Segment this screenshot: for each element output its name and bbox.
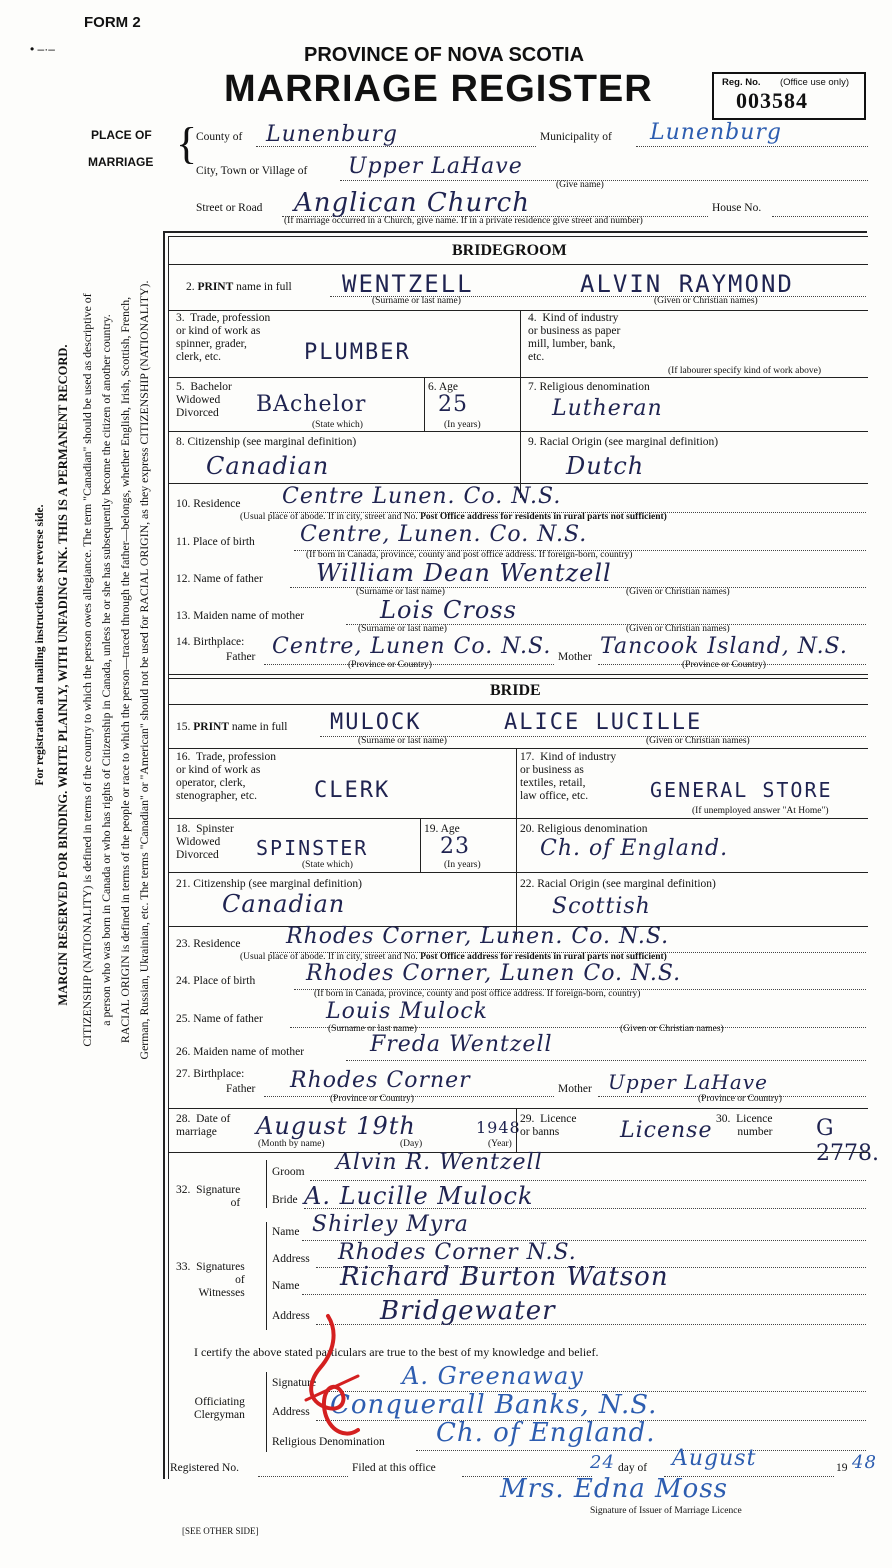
bride-citizenship: Canadian xyxy=(222,890,346,918)
state-which-hint: (State which) xyxy=(312,420,363,430)
filed-year-prefix: 19 xyxy=(836,1462,848,1474)
groom-parents-birthplace-label: 14. Birthplace: xyxy=(176,636,245,648)
father-surname-hint: (Surname or last name) xyxy=(356,587,445,597)
form-number: FORM 2 xyxy=(84,14,141,31)
groom-father-birthplace: Centre, Lunen Co. N.S. xyxy=(272,634,552,659)
bride-industry-hint: (If unemployed answer "At Home") xyxy=(692,806,829,816)
bride-status-label: 18. Spinster Widowed Divorced xyxy=(176,823,234,861)
father-prov-hint: (Province or Country) xyxy=(348,660,432,670)
filed-year: 48 xyxy=(852,1452,877,1473)
bride-name-label: 15. PRINT name in full xyxy=(176,721,288,733)
bride-parents-birthplace-label: 27. Birthplace: xyxy=(176,1068,245,1080)
filed-day: 24 xyxy=(590,1452,615,1473)
county-value: Lunenburg xyxy=(266,122,398,147)
clergy-signature: A. Greenaway xyxy=(402,1362,584,1390)
bride-signature-label: Bride xyxy=(272,1194,298,1206)
groom-age: 25 xyxy=(438,392,468,417)
day-hint: (Day) xyxy=(400,1139,423,1149)
groom-name-label: 2. PRINT name in full xyxy=(186,281,292,293)
given-hint: (Given or Christian names) xyxy=(654,296,758,306)
groom-racial-origin: Dutch xyxy=(566,452,645,480)
bride-residence-hint: (Usual place of abode. If in city, street and No. Post Office address for residents in rural parts not sufficient) xyxy=(240,952,667,962)
marriage-year: 1948 xyxy=(476,1118,521,1137)
bride-racial-origin: Scottish xyxy=(552,894,651,919)
marriage-month-day: August 19th xyxy=(256,1112,416,1140)
bride-father-given-hint: (Given or Christian names) xyxy=(620,1024,724,1034)
bridegroom-heading: BRIDEGROOM xyxy=(452,242,567,259)
clergy-signature-label: Signature xyxy=(272,1377,317,1389)
bride-father-label: 25. Name of father xyxy=(176,1013,263,1025)
filed-month: August xyxy=(672,1446,757,1471)
groom-father-label: 12. Name of father xyxy=(176,573,263,585)
filed-at-office-label: Filed at this office xyxy=(352,1462,436,1474)
house-no-label: House No. xyxy=(712,202,762,214)
bride-in-years: (In years) xyxy=(444,860,481,870)
bride-religion: Ch. of England. xyxy=(540,836,729,861)
witness-2-name: Richard Burton Watson xyxy=(340,1262,669,1292)
city-label: City, Town or Village of xyxy=(196,165,308,177)
witness-1-name-label: Name xyxy=(272,1226,300,1238)
bride-father-birth-label: Father xyxy=(226,1083,256,1095)
witness-1-address: Rhodes Corner N.S. xyxy=(338,1240,577,1265)
witness-2-address-label: Address xyxy=(272,1310,310,1322)
witness-brace xyxy=(266,1222,267,1330)
bride-residence: Rhodes Corner, Lunen. Co. N.S. xyxy=(286,924,670,949)
page-title: MARRIAGE REGISTER xyxy=(224,68,653,110)
clergy-address-label: Address xyxy=(272,1406,310,1418)
bride-mother: Freda Wentzell xyxy=(370,1032,553,1057)
place-note: (If marriage occurred in a Church, give name. If in a private residence give street and number) xyxy=(284,216,643,226)
bride-signature: A. Lucille Mulock xyxy=(304,1182,534,1210)
province-heading: PROVINCE OF NOVA SCOTIA xyxy=(304,44,585,66)
bride-trade: CLERK xyxy=(314,778,391,803)
marriage-label: MARRIAGE xyxy=(88,155,154,169)
groom-trade-label: 3. Trade, profession or kind of work as spinner, grader, clerk, etc. xyxy=(176,312,271,363)
officiating-clergyman-label: Officiating Clergyman xyxy=(194,1396,245,1421)
bride-given-names: ALICE LUCILLE xyxy=(504,710,703,735)
bride-heading: BRIDE xyxy=(490,682,541,699)
certify-statement: I certify the above stated particulars are true to the best of my knowledge and belief. xyxy=(194,1345,599,1359)
margin-note-binding: MARGIN RESERVED FOR BINDING. WRITE PLAINLY, WITH UNFADING INK. THIS IS A PERMANENT RECORD. xyxy=(56,344,70,1006)
witness-2-name-label: Name xyxy=(272,1280,300,1292)
groom-status-label: 5. Bachelor Widowed Divorced xyxy=(176,381,232,419)
bride-mother-birthplace: Upper LaHave xyxy=(608,1070,768,1094)
groom-religion: Lutheran xyxy=(552,396,663,421)
bride-state-which: (State which) xyxy=(302,860,353,870)
groom-status: BAchelor xyxy=(256,392,367,417)
month-hint: (Month by name) xyxy=(258,1139,325,1149)
issuer-signature-label: Signature of Issuer of Marriage Licence xyxy=(590,1506,742,1516)
bride-trade-label: 16. Trade, profession or kind of work as operator, clerk, stenographer, etc. xyxy=(176,751,276,802)
reg-no-label: Reg. No. xyxy=(722,77,761,88)
groom-industry-label: 4. Kind of industry or business as paper mill, lumber, bank, etc. xyxy=(528,312,621,363)
groom-racial-origin-label: 9. Racial Origin (see marginal definition) xyxy=(528,436,719,448)
groom-age-label: 6. Age xyxy=(428,381,459,393)
municipality-label: Municipality of xyxy=(540,131,612,143)
place-of-label: PLACE OF xyxy=(91,128,152,142)
bride-father-birthplace: Rhodes Corner xyxy=(290,1068,471,1093)
bride-mother-birth-label: Mother xyxy=(558,1083,592,1095)
father-given-hint: (Given or Christian names) xyxy=(626,587,730,597)
margin-note-racial-1: RACIAL ORIGIN is defined in terms of the people or race to which the person—traced through the father—belongs, whether English, Irish, Scottish, French, xyxy=(118,296,132,1044)
bride-residence-label: 23. Residence xyxy=(176,938,241,950)
bride-surname: MULOCK xyxy=(330,710,422,735)
bride-father: Louis Mulock xyxy=(326,999,488,1024)
day-of-label: day of xyxy=(618,1462,648,1474)
bride-industry: GENERAL STORE xyxy=(650,778,833,802)
marriage-date-label: 28. Date of marriage xyxy=(176,1113,231,1138)
hole-punch-marks: • –·– xyxy=(30,42,55,56)
bride-age-label: 19. Age xyxy=(424,823,460,835)
bride-religion-label: 20. Religious denomination xyxy=(520,823,648,835)
groom-mother-birthplace: Tancook Island, N.S. xyxy=(600,634,848,659)
party-signature-label: 32. Signature of xyxy=(176,1184,241,1209)
bride-birthplace-label: 24. Place of birth xyxy=(176,975,256,987)
bride-mother-prov-hint: (Province or Country) xyxy=(698,1094,782,1104)
issuer-signature: Mrs. Edna Moss xyxy=(500,1474,729,1504)
county-label: County of xyxy=(196,131,243,143)
clergy-brace xyxy=(266,1372,267,1452)
groom-citizenship-label: 8. Citizenship (see marginal definition) xyxy=(176,436,357,448)
groom-mother-birth-label: Mother xyxy=(558,651,592,663)
bride-citizenship-label: 21. Citizenship (see marginal definition) xyxy=(176,878,362,890)
bride-racial-origin-label: 22. Racial Origin (see marginal definition) xyxy=(520,878,716,890)
groom-father: William Dean Wentzell xyxy=(316,559,612,587)
witness-1-address-label: Address xyxy=(272,1253,310,1265)
bride-given-hint: (Given or Christian names) xyxy=(646,736,750,746)
witness-label: 33. Signatures of Witnesses xyxy=(176,1261,245,1299)
signature-brace xyxy=(266,1160,267,1208)
bride-status: SPINSTER xyxy=(256,836,369,860)
groom-mother: Lois Cross xyxy=(380,596,517,624)
mother-given-hint: (Given or Christian names) xyxy=(626,624,730,634)
bride-age: 23 xyxy=(440,834,470,859)
birthplace-hint: (If born in Canada, province, county and post office address. If foreign-born, country) xyxy=(306,550,633,560)
surname-hint: (Surname or last name) xyxy=(372,296,461,306)
licence-or-banns: License xyxy=(620,1118,713,1143)
groom-father-birth-label: Father xyxy=(226,651,256,663)
licence-number-label: 30. Licence number xyxy=(716,1113,773,1138)
bride-birthplace-hint: (If born in Canada, province, county and post office address. If foreign-born, country) xyxy=(314,989,641,999)
groom-surname: WENTZELL xyxy=(342,270,474,298)
brace-icon: { xyxy=(176,119,198,168)
witness-2-address: Bridgewater xyxy=(380,1296,556,1326)
registered-no-label: Registered No. xyxy=(170,1462,239,1474)
groom-signature: Alvin R. Wentzell xyxy=(336,1150,543,1175)
groom-birthplace: Centre, Lunen. Co. N.S. xyxy=(300,522,588,547)
groom-birthplace-label: 11. Place of birth xyxy=(176,536,255,548)
groom-signature-label: Groom xyxy=(272,1166,305,1178)
street-value: Anglican Church xyxy=(294,188,530,218)
city-value: Upper LaHave xyxy=(348,154,523,179)
reg-office-note: (Office use only) xyxy=(780,77,849,88)
residence-hint: (Usual place of abode. If in city, street and No. Post Office address for residents in rural parts not sufficient) xyxy=(240,512,667,522)
bride-birthplace: Rhodes Corner, Lunen Co. N.S. xyxy=(306,961,682,986)
groom-industry-hint: (If labourer specify kind of work above) xyxy=(668,366,821,376)
see-other-side: [SEE OTHER SIDE] xyxy=(182,1526,259,1536)
margin-note-citizenship-2: a person who was born in Canada or who has rights of Citizenship in Canada, unless he or she has subsequently become the citizen of another country. xyxy=(99,314,113,1026)
groom-given-names: ALVIN RAYMOND xyxy=(580,270,794,298)
bride-surname-hint: (Surname or last name) xyxy=(358,736,447,746)
mother-prov-hint: (Province or Country) xyxy=(682,660,766,670)
street-label: Street or Road xyxy=(196,202,263,214)
clergy-denomination: Ch. of England. xyxy=(436,1418,656,1448)
licence-banns-label: 29. Licence or banns xyxy=(520,1113,577,1138)
margin-note-citizenship-1: CITIZENSHIP (NATIONALITY) is defined in terms of the country to which the person owes allegiance. The term "Canadian" should be used as descriptive of xyxy=(80,293,94,1047)
witness-1-name: Shirley Myra xyxy=(312,1212,469,1237)
margin-note-instructions: For registration and mailing instructions see reverse side. xyxy=(34,504,46,786)
margin-note-racial-2: German, Russian, Ukrainian, etc. The terms "Canadian" or "American" should not be used for RACIAL ORIGIN, as they express CITIZENSHIP (NATIONALITY). xyxy=(137,280,151,1060)
red-check-mark-icon xyxy=(298,1312,368,1442)
groom-citizenship: Canadian xyxy=(206,452,330,480)
groom-mother-label: 13. Maiden name of mother xyxy=(176,610,305,622)
bride-father-surname-hint: (Surname or last name) xyxy=(328,1024,417,1034)
bride-father-prov-hint: (Province or Country) xyxy=(330,1094,414,1104)
give-name-hint: (Give name) xyxy=(556,180,604,190)
municipality-value: Lunenburg xyxy=(650,120,782,145)
religious-denomination-label: Religious Denomination xyxy=(272,1436,385,1448)
groom-trade: PLUMBER xyxy=(304,340,411,365)
groom-residence-label: 10. Residence xyxy=(176,498,241,510)
licence-number: G 2778. xyxy=(816,1116,879,1166)
in-years-hint: (In years) xyxy=(444,420,481,430)
reg-number-box xyxy=(712,72,866,120)
reg-number: 003584 xyxy=(736,88,808,113)
bride-mother-label: 26. Maiden name of mother xyxy=(176,1046,305,1058)
groom-residence: Centre Lunen. Co. N.S. xyxy=(282,484,562,509)
year-hint: (Year) xyxy=(488,1139,512,1149)
clergy-address: Conquerall Banks, N.S. xyxy=(330,1390,658,1420)
bride-industry-label: 17. Kind of industry or business as textiles, retail, law office, etc. xyxy=(520,751,617,802)
groom-religion-label: 7. Religious denomination xyxy=(528,381,650,393)
mother-surname-hint: (Surname or last name) xyxy=(358,624,447,634)
